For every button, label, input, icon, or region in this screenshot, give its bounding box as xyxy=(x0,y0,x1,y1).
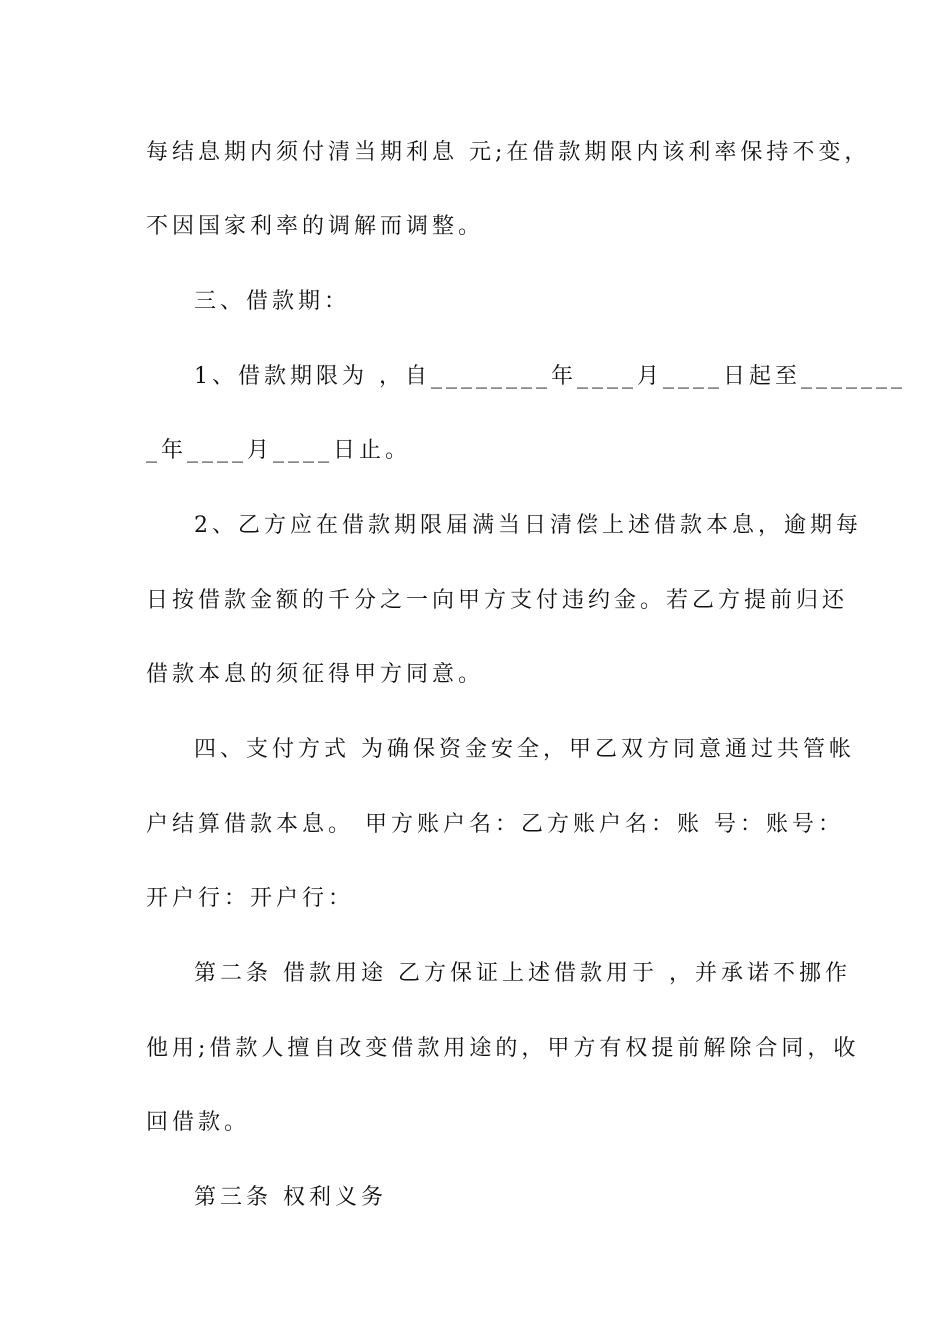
section-heading: 三、借款期： xyxy=(194,289,351,314)
section-heading: 第三条 权利义务 xyxy=(194,1185,387,1210)
text-line: 第二条 借款用途 乙方保证上述借款用于 ，并承诺不挪作 xyxy=(194,961,851,986)
text-line: _年____月____日止。 xyxy=(146,438,412,463)
text-line: 回借款。 xyxy=(146,1110,251,1135)
text-line: 日按借款金额的千分之一向甲方支付违约金。若乙方提前归还 xyxy=(146,588,849,613)
text-line: 2、乙方应在借款期限届满当日清偿上述借款本息，逾期每 xyxy=(194,513,862,538)
text-line: 开户行：开户行： xyxy=(146,886,355,911)
text-line: 1、借款期限为 ，自________年____月____日起至_______ xyxy=(194,364,906,389)
text-line: 四、支付方式 为确保资金安全，甲乙双方同意通过共管帐 xyxy=(194,737,855,762)
text-line: 不因国家利率的调解而调整。 xyxy=(146,214,485,239)
text-line: 户结算借款本息。 甲方账户名：乙方账户名：账 号：账号： xyxy=(146,812,844,837)
text-line: 每结息期内须付清当期利息 元;在借款期限内该利率保持不变， xyxy=(146,140,871,165)
text-line: 他用;借款人擅自改变借款用途的，甲方有权提前解除合同，收 xyxy=(146,1036,860,1061)
text-line: 借款本息的须征得甲方同意。 xyxy=(146,662,485,687)
